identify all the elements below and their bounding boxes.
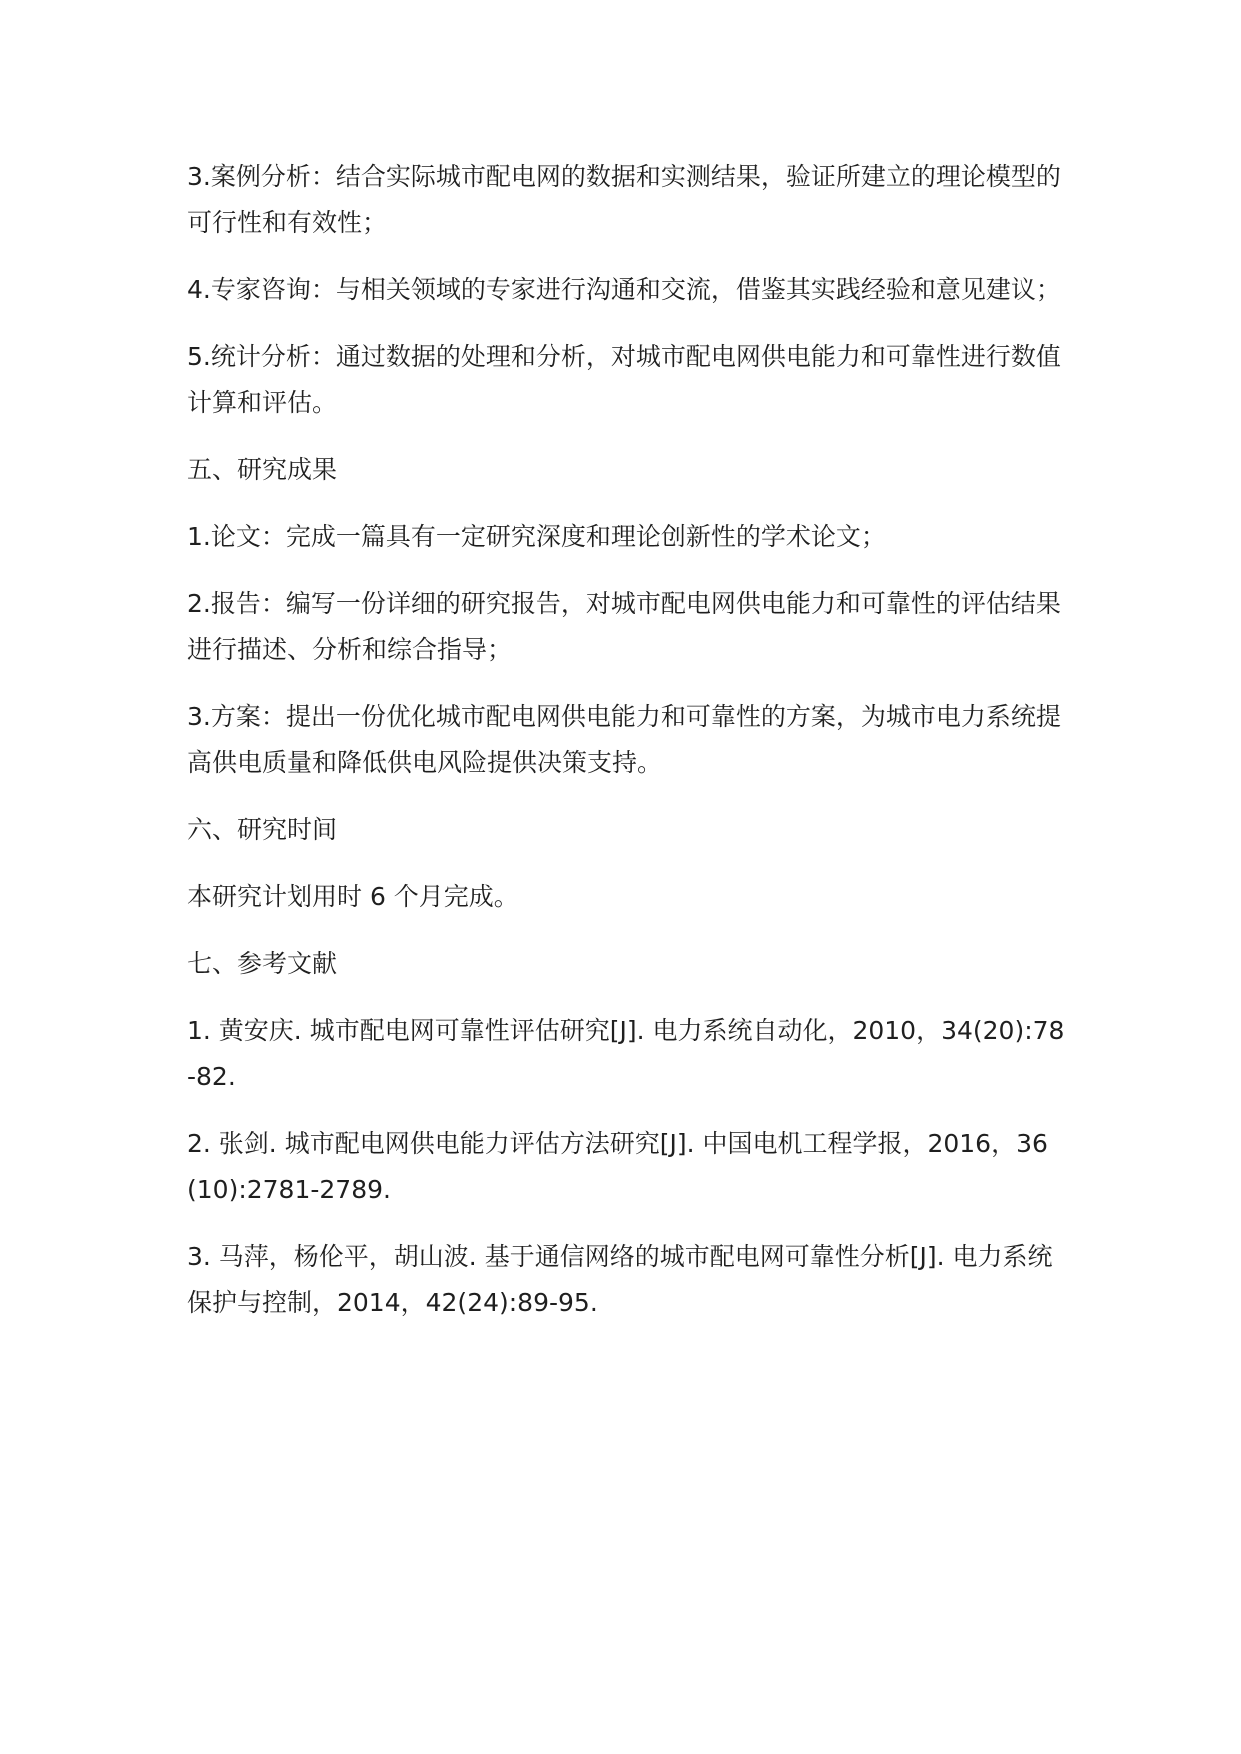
section-heading-results: 五、研究成果	[187, 455, 338, 484]
schedule-text: 本研究计划用时 6 个月完成。	[187, 882, 519, 911]
document-body	[187, 154, 1067, 1347]
method-item-expert-consultation: 4.专家咨询：与相关领域的专家进行沟通和交流，借鉴其实践经验和意见建议；	[187, 275, 1061, 304]
result-item-paper: 1.论文：完成一篇具有一定研究深度和理论创新性的学术论文；	[187, 522, 886, 551]
reference-item: 1. 黄安庆. 城市配电网可靠性评估研究[J]. 电力系统自动化，2010，34(20):78-82.	[187, 1016, 1065, 1091]
section-heading-references: 七、参考文献	[187, 949, 338, 978]
section-heading-schedule: 六、研究时间	[187, 815, 338, 844]
result-item-report: 2.报告：编写一份详细的研究报告，对城市配电网供电能力和可靠性的评估结果进行描述、分析和综合指导；	[187, 589, 1061, 664]
method-item-case-analysis: 3.案例分析：结合实际城市配电网的数据和实测结果，验证所建立的理论模型的可行性和有效性；	[187, 162, 1061, 237]
result-item-plan: 3.方案：提出一份优化城市配电网供电能力和可靠性的方案，为城市电力系统提高供电质量和降低供电风险提供决策支持。	[187, 702, 1061, 777]
reference-item: 2. 张剑. 城市配电网供电能力评估方法研究[J]. 中国电机工程学报，2016，36(10):2781-2789.	[187, 1129, 1048, 1204]
method-item-statistical-analysis: 5.统计分析：通过数据的处理和分析，对城市配电网供电能力和可靠性进行数值计算和评估。	[187, 342, 1061, 417]
reference-item: 3. 马萍，杨伦平，胡山波. 基于通信网络的城市配电网可靠性分析[J]. 电力系统保护与控制，2014，42(24):89-95.	[187, 1242, 1053, 1317]
